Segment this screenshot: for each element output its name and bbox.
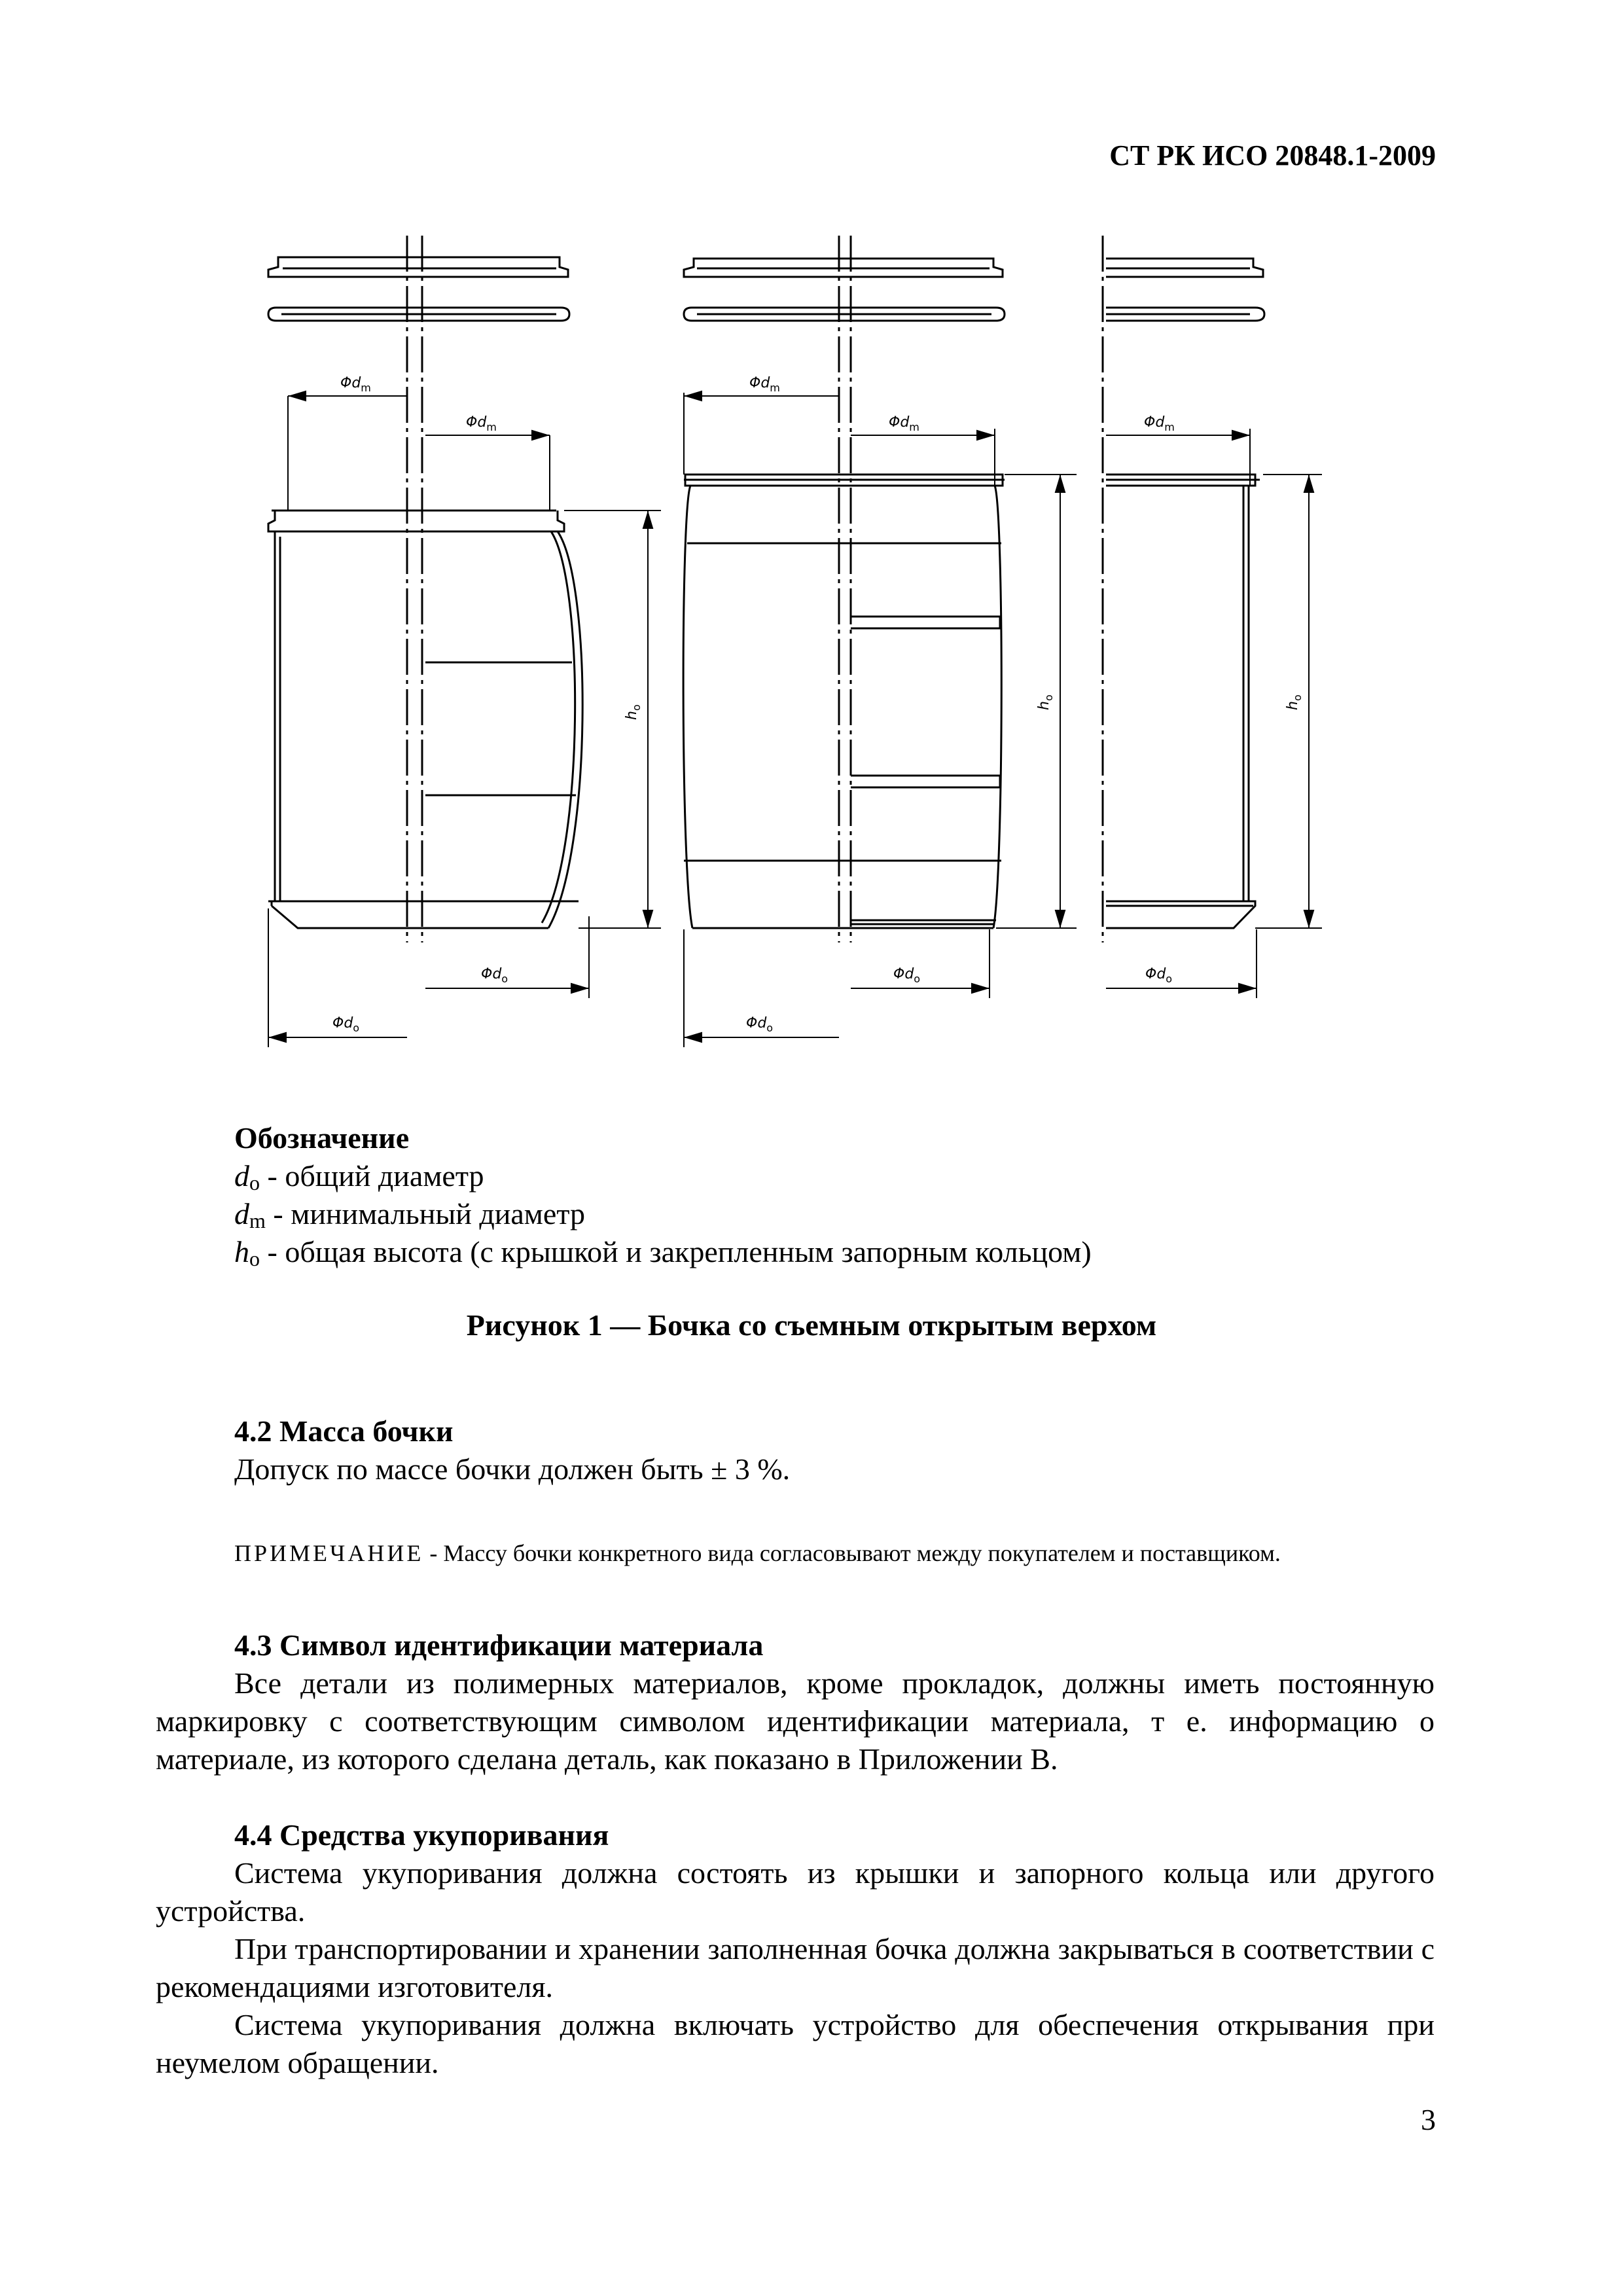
section-heading: 4.4 Средства укупоривания xyxy=(234,1818,609,1852)
drum-3-ring-top xyxy=(1106,308,1264,321)
note xyxy=(156,1535,1435,1571)
drum-2-lid-top xyxy=(684,259,1003,277)
section-heading: 4.2 Масса бочки xyxy=(234,1414,454,1448)
section-paragraph: При транспортировании и хранении заполненная бочка должна закрываться в соответствии с рекомендациями изготовителя. xyxy=(156,1932,1435,2003)
section-paragraph: Система укупоривания должна включать устройство для обеспечения открывания при неумелом обращении. xyxy=(156,2008,1435,2079)
legend-item: $d_m$ - минимальный диаметр xyxy=(234,1197,585,1232)
label-do-2: $\Phi d_o$ xyxy=(332,1015,360,1034)
label-dm-2: $\Phi d_m$ xyxy=(466,414,497,433)
legend xyxy=(234,1119,1478,1271)
drum-drawing xyxy=(0,0,1623,1086)
label-ho-1: $h_o$ xyxy=(624,704,643,720)
drum-2-centerline xyxy=(839,236,851,942)
label-dm-4: $\Phi d_m$ xyxy=(889,414,919,433)
section-4-4 xyxy=(156,1816,1435,2082)
label-do-3: $\Phi d_o$ xyxy=(893,966,921,985)
label-ho-3: $h_o$ xyxy=(1285,694,1304,710)
page-number: 3 xyxy=(1421,2103,1436,2136)
legend-item: $h_o$ - общая высота (с крышкой и закрепленным запорным кольцом) xyxy=(234,1235,1092,1270)
drum-2-body xyxy=(683,475,1005,928)
drum-2-ring-top xyxy=(684,308,1005,321)
section-4-3 xyxy=(156,1626,1435,1778)
note-text: - Массу бочки конкретного вида согласовывают между покупателем и поставщиком. xyxy=(423,1540,1281,1566)
legend-title: Обозначение xyxy=(234,1121,410,1155)
label-do-5: $\Phi d_o$ xyxy=(1145,966,1173,985)
label-do-1: $\Phi d_o$ xyxy=(481,966,508,985)
label-do-4: $\Phi d_o$ xyxy=(746,1015,774,1034)
note-label: ПРИМЕЧАНИЕ xyxy=(234,1540,424,1566)
section-4-2 xyxy=(156,1412,1435,1488)
drum-3-body xyxy=(1106,475,1260,928)
label-dm-1: $\Phi d_m$ xyxy=(340,375,371,394)
drum-1-centerline xyxy=(407,236,422,942)
label-dm-3: $\Phi d_m$ xyxy=(749,375,780,394)
legend-item: $d_o$ - общий диаметр xyxy=(234,1159,484,1194)
section-paragraph: Допуск по массе бочки должен быть ± 3 %. xyxy=(234,1452,791,1486)
section-paragraph: Система укупоривания должна состоять из крышки и запорного кольца или другого устройства. xyxy=(156,1856,1435,1928)
label-dm-5: $\Phi d_m$ xyxy=(1144,414,1175,433)
document-code: СТ РК ИСО 20848.1-2009 xyxy=(1109,139,1436,171)
drum-1-lid-top xyxy=(268,257,568,277)
label-ho-2: $h_o$ xyxy=(1036,694,1055,710)
figure-caption: Рисунок 1 — Бочка со съемным открытым верхом xyxy=(466,1308,1157,1342)
drum-3-lid-top xyxy=(1106,259,1263,277)
dimension-lines xyxy=(268,393,1322,1047)
drum-1-ring-top xyxy=(268,308,569,321)
drum-1-body xyxy=(268,511,582,928)
section-paragraph: Все детали из полимерных материалов, кроме прокладок, должны иметь постоянную маркировку с соответствующим символом идентификации материала, т е. информацию о материале, из которого сделана деталь, как показано в Приложении В. xyxy=(156,1666,1435,1776)
section-heading: 4.3 Символ идентификации материала xyxy=(234,1628,764,1662)
